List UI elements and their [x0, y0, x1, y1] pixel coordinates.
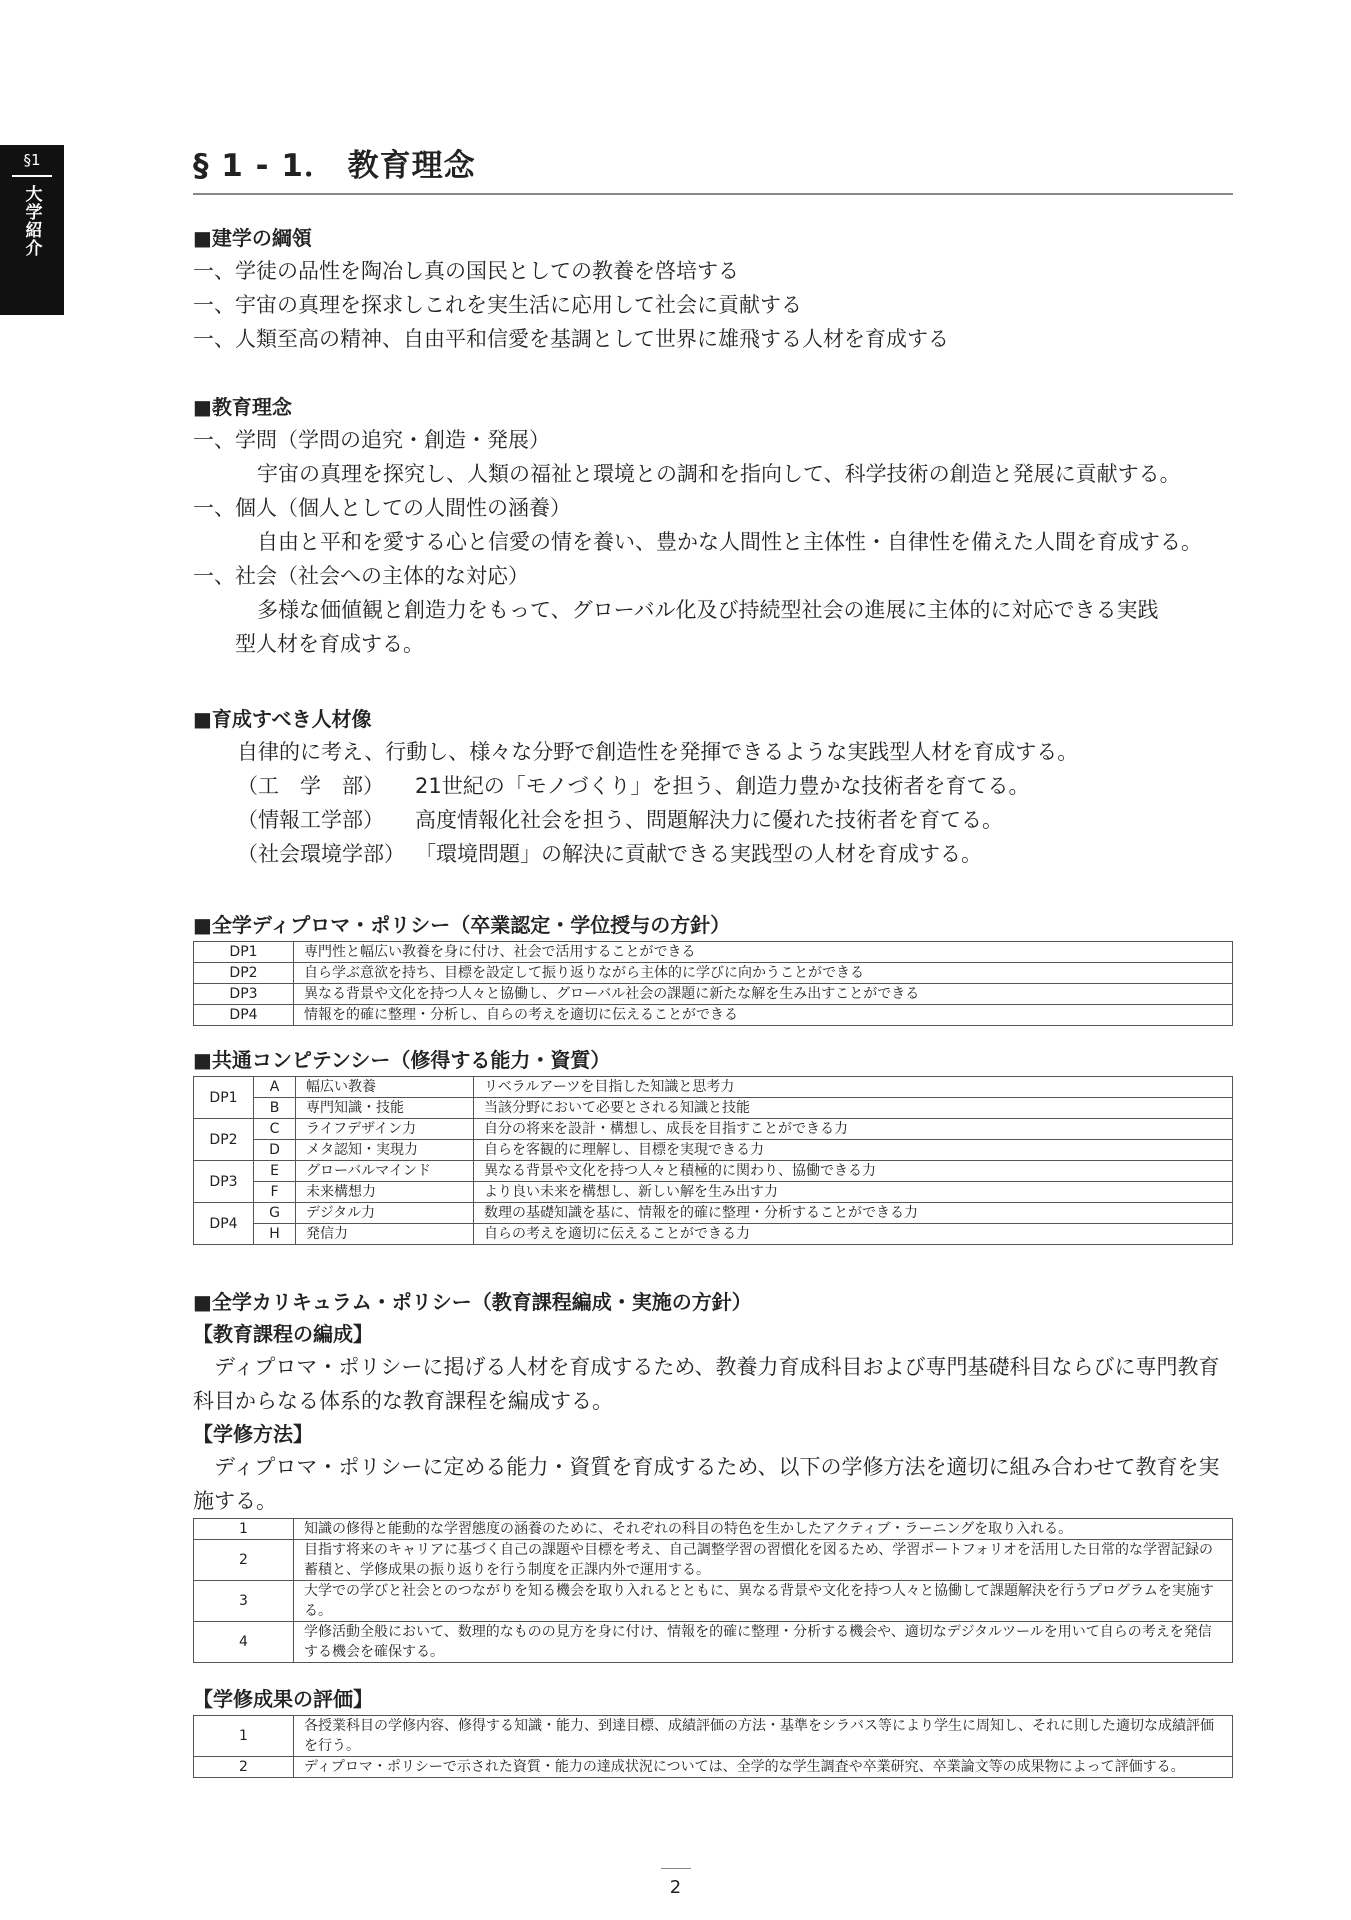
curriculum-eval-heading: 【学修成果の評価】	[193, 1687, 373, 1711]
dp-text: 自ら学ぶ意欲を持ち、目標を設定して振り返りながら主体的に学びに向かうことができる	[294, 963, 1233, 984]
table-row	[194, 1757, 1233, 1778]
eval-text: ディプロマ・ポリシーで示された資質・能力の達成状況については、全学的な学生調査や卒業研究、卒業論文等の成果物によって評価する。	[294, 1757, 1233, 1778]
philosophy-item-title: 一、学問（学問の追究・創造・発展）	[193, 428, 550, 452]
philosophy-section	[193, 391, 1233, 661]
section-side-tab	[0, 145, 64, 315]
dp-text: 情報を的確に整理・分析し、自らの考えを適切に伝えることができる	[294, 1005, 1233, 1026]
comp-name: 発信力	[296, 1224, 474, 1245]
talent-text: 高度情報化社会を担う、問題解決力に優れた技術者を育てる。	[415, 808, 1003, 832]
eval-no: 2	[194, 1757, 294, 1778]
dp-code: DP1	[194, 942, 294, 963]
table-row	[194, 1098, 1233, 1119]
table-row	[194, 1716, 1233, 1757]
talent-row	[193, 837, 1233, 871]
method-text: 学修活動全般において、数理的なものの見方を身に付け、情報を的確に整理・分析する機会や、適切なデジタルツールを用いて自らの考えを発信する機会を確保する。	[294, 1622, 1233, 1663]
talent-intro: 自律的に考え、行動し、様々な分野で創造性を発揮できるような実践型人材を育成する。	[237, 740, 1079, 764]
comp-name: 未来構想力	[296, 1182, 474, 1203]
talent-heading: ■育成すべき人材像	[193, 707, 372, 731]
evals-table	[193, 1715, 1233, 1778]
table-row	[194, 1224, 1233, 1245]
comp-desc: 異なる背景や文化を持つ人々と積極的に関わり、協働できる力	[474, 1161, 1233, 1182]
comp-letter: H	[254, 1224, 296, 1245]
philosophy-item-body: 自由と平和を愛する心と信愛の情を養い、豊かな人間性と主体性・自律性を備えた人間を育成する。	[257, 530, 1202, 554]
comp-letter: E	[254, 1161, 296, 1182]
curriculum-method-heading: 【学修方法】	[193, 1422, 313, 1446]
method-no: 4	[194, 1622, 294, 1663]
comp-desc: 数理の基礎知識を基に、情報を的確に整理・分析することができる力	[474, 1203, 1233, 1224]
side-section-number: §1	[23, 151, 41, 169]
talent-dept: （社会環境学部）	[237, 842, 405, 866]
comp-desc: より良い未来を構想し、新しい解を生み出す力	[474, 1182, 1233, 1203]
talent-text: 「環境問題」の解決に貢献できる実践型の人材を育成する。	[415, 842, 982, 866]
comp-desc: 自分の将来を設計・構想し、成長を目指すことができる力	[474, 1119, 1233, 1140]
competency-heading: ■共通コンピテンシー（修得する能力・資質）	[193, 1048, 611, 1072]
comp-dp: DP2	[194, 1119, 254, 1161]
table-row	[194, 1581, 1233, 1622]
talent-row	[193, 769, 1233, 803]
table-row	[194, 1161, 1233, 1182]
curriculum-method-text: ディプロマ・ポリシーに定める能力・資質を育成するため、以下の学修方法を適切に組み合わせて教育を実施する。	[193, 1455, 1220, 1513]
table-row	[194, 984, 1233, 1005]
comp-name: メタ認知・実現力	[296, 1140, 474, 1161]
side-section-label: 大学紹介	[21, 185, 42, 257]
philosophy-heading: ■教育理念	[193, 395, 292, 419]
table-row	[194, 1119, 1233, 1140]
side-divider	[12, 175, 52, 177]
talent-text: 21世紀の「モノづくり」を担う、創造力豊かな技術者を育てる。	[415, 774, 1030, 798]
method-no: 3	[194, 1581, 294, 1622]
comp-desc: リベラルアーツを目指した知識と思考力	[474, 1077, 1233, 1098]
page-number: 2	[669, 1877, 682, 1898]
comp-letter: A	[254, 1077, 296, 1098]
methods-table	[193, 1518, 1233, 1663]
eval-no: 1	[194, 1716, 294, 1757]
founding-line: 一、人類至高の精神、自由平和信愛を基調として世界に雄飛する人材を育成する	[193, 327, 949, 351]
table-row	[194, 942, 1233, 963]
founding-line: 一、学徒の品性を陶冶し真の国民としての教養を啓培する	[193, 259, 739, 283]
dp-text: 専門性と幅広い教養を身に付け、社会で活用することができる	[294, 942, 1233, 963]
comp-name: ライフデザイン力	[296, 1119, 474, 1140]
philosophy-item-title: 一、社会（社会への主体的な対応）	[193, 564, 529, 588]
talent-section	[193, 703, 1233, 871]
eval-text: 各授業科目の学修内容、修得する知識・能力、到達目標、成績評価の方法・基準をシラバス等により学生に周知し、それに則した適切な成績評価を行う。	[294, 1716, 1233, 1757]
talent-dept: （情報工学部）	[237, 808, 384, 832]
curriculum-section	[193, 1286, 1233, 1778]
comp-dp: DP1	[194, 1077, 254, 1119]
talent-row	[193, 803, 1233, 837]
table-row	[194, 1203, 1233, 1224]
table-row	[194, 963, 1233, 984]
comp-name: グローバルマインド	[296, 1161, 474, 1182]
dp-text: 異なる背景や文化を持つ人々と協働し、グローバル社会の課題に新たな解を生み出すことができる	[294, 984, 1233, 1005]
competency-section	[193, 1044, 1233, 1245]
comp-dp: DP4	[194, 1203, 254, 1245]
table-row	[194, 1519, 1233, 1540]
curriculum-org-text: ディプロマ・ポリシーに掲げる人材を育成するため、教養力育成科目および専門基礎科目ならびに専門教育科目からなる体系的な教育課程を編成する。	[193, 1355, 1220, 1413]
diploma-section	[193, 909, 1233, 1026]
competency-table	[193, 1076, 1233, 1245]
dp-code: DP4	[194, 1005, 294, 1026]
table-row	[194, 1540, 1233, 1581]
comp-letter: G	[254, 1203, 296, 1224]
table-row	[194, 1077, 1233, 1098]
table-row	[194, 1182, 1233, 1203]
dp-code: DP2	[194, 963, 294, 984]
founding-section	[193, 222, 1233, 356]
page-title: § 1 - 1． 教育理念	[193, 140, 1233, 195]
philosophy-item-body: 多様な価値観と創造力をもって、グローバル化及び持続型社会の進展に主体的に対応できる実践	[257, 598, 1159, 622]
comp-desc: 自らを客観的に理解し、目標を実現できる力	[474, 1140, 1233, 1161]
curriculum-org-heading: 【教育課程の編成】	[193, 1322, 373, 1346]
method-text: 知識の修得と能動的な学習態度の涵養のために、それぞれの科目の特色を生かしたアクティブ・ラーニングを取り入れる。	[294, 1519, 1233, 1540]
comp-letter: C	[254, 1119, 296, 1140]
diploma-table	[193, 941, 1233, 1026]
curriculum-heading: ■全学カリキュラム・ポリシー（教育課程編成・実施の方針）	[193, 1290, 752, 1314]
method-text: 目指す将来のキャリアに基づく自己の課題や目標を考え、自己調整学習の習慣化を図るため、学習ポートフォリオを活用した日常的な学習記録の蓄積と、学修成果の振り返りを行う制度を正課内外で運用する。	[294, 1540, 1233, 1581]
founding-line: 一、宇宙の真理を探求しこれを実生活に応用して社会に貢献する	[193, 293, 802, 317]
dp-code: DP3	[194, 984, 294, 1005]
philosophy-item-body-cont: 型人材を育成する。	[235, 632, 424, 656]
method-no: 1	[194, 1519, 294, 1540]
diploma-heading: ■全学ディプロマ・ポリシー（卒業認定・学位授与の方針）	[193, 913, 731, 937]
page-number-rule	[661, 1868, 691, 1869]
method-no: 2	[194, 1540, 294, 1581]
comp-desc: 当該分野において必要とされる知識と技能	[474, 1098, 1233, 1119]
table-row	[194, 1140, 1233, 1161]
philosophy-item-body: 宇宙の真理を探究し、人類の福祉と環境との調和を指向して、科学技術の創造と発展に貢献する。	[257, 462, 1181, 486]
talent-dept: （工 学 部）	[237, 774, 384, 798]
founding-heading: ■建学の綱領	[193, 226, 312, 250]
comp-letter: F	[254, 1182, 296, 1203]
philosophy-item-title: 一、個人（個人としての人間性の涵養）	[193, 496, 571, 520]
comp-desc: 自らの考えを適切に伝えることができる力	[474, 1224, 1233, 1245]
table-row	[194, 1005, 1233, 1026]
comp-name: デジタル力	[296, 1203, 474, 1224]
comp-name: 専門知識・技能	[296, 1098, 474, 1119]
comp-dp: DP3	[194, 1161, 254, 1203]
comp-letter: B	[254, 1098, 296, 1119]
comp-letter: D	[254, 1140, 296, 1161]
table-row	[194, 1622, 1233, 1663]
comp-name: 幅広い教養	[296, 1077, 474, 1098]
method-text: 大学での学びと社会とのつながりを知る機会を取り入れるとともに、異なる背景や文化を持つ人々と協働して課題解決を行うプログラムを実施する。	[294, 1581, 1233, 1622]
